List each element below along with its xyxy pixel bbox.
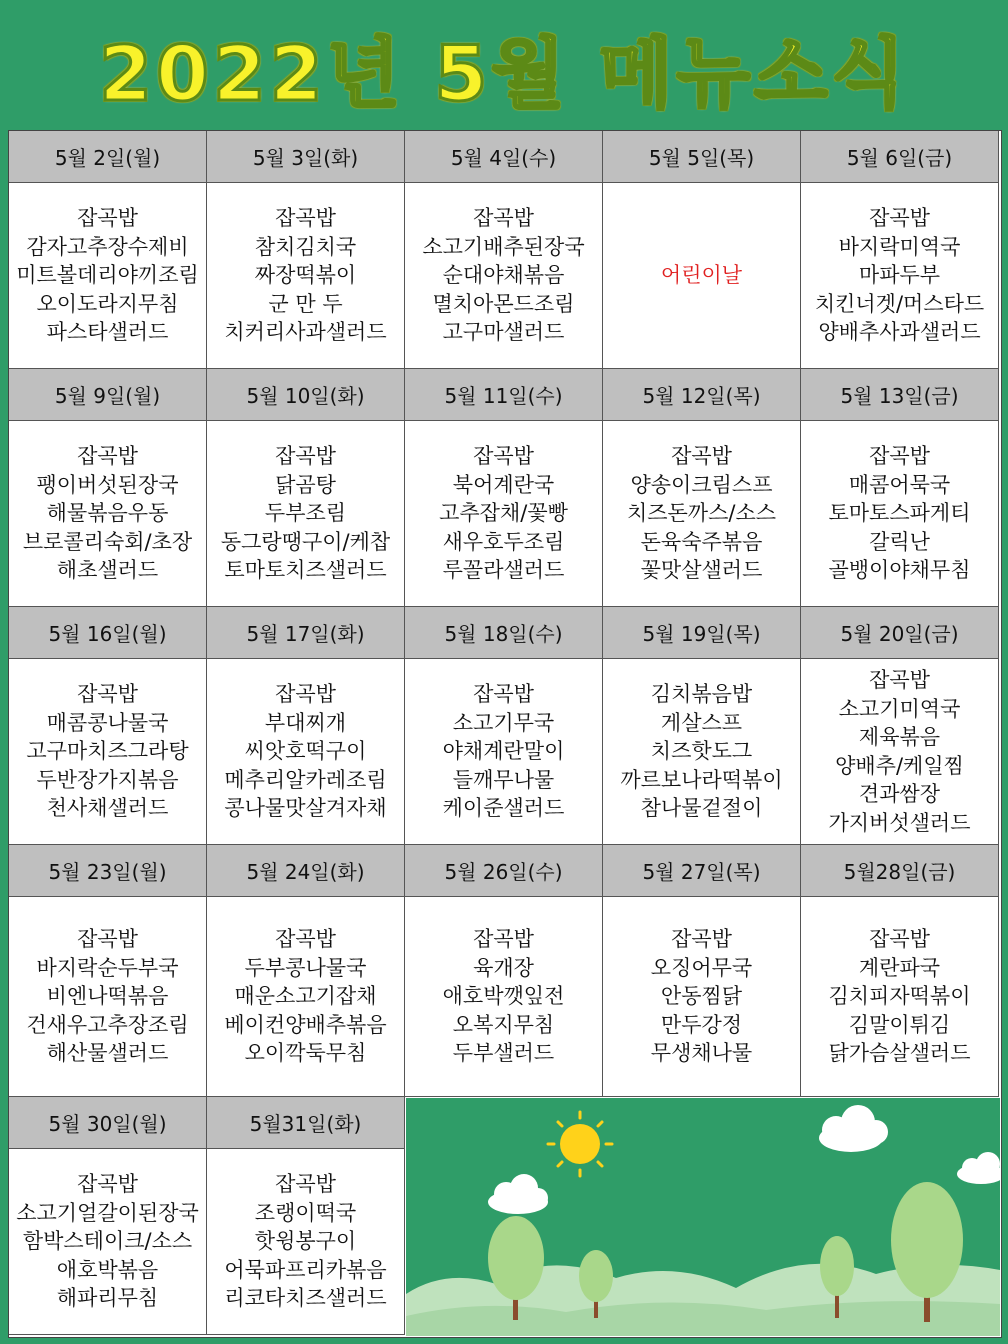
menu-item: 닭가슴살샐러드	[828, 1041, 971, 1066]
menu-item: 북어계란국	[452, 472, 555, 497]
menu-item: 안동찜닭	[660, 984, 743, 1009]
day-header: 5월 13일(금)	[801, 369, 999, 421]
menu-cell	[9, 897, 207, 1097]
menu-item: 골뱅이야채무침	[828, 558, 971, 583]
menu-item: 제육볶음	[858, 725, 941, 749]
menu-item: 김치볶음밥	[650, 682, 753, 707]
menu-item: 야채계란말이	[442, 739, 565, 764]
menu-item: 콩나물맛살겨자채	[224, 796, 387, 821]
menu-item: 잡곡밥	[275, 206, 336, 231]
menu-item: 비엔나떡볶음	[46, 984, 169, 1009]
day-header: 5월 18일(수)	[405, 607, 603, 659]
menu-item: 멸치아몬드조림	[432, 291, 575, 316]
menu-cell	[603, 659, 801, 845]
menu-item: 김말이튀김	[848, 1012, 951, 1037]
menu-item: 잡곡밥	[77, 444, 138, 469]
menu-cell	[9, 1149, 207, 1335]
nature-illustration	[406, 1098, 1000, 1336]
menu-item: 바지락미역국	[838, 234, 961, 259]
menu-item: 치즈돈까스/소스	[626, 501, 777, 526]
holiday-label: 어린이날	[660, 263, 743, 288]
menu-item: 소고기미역국	[838, 696, 961, 721]
day-header: 5월 30일(월)	[9, 1097, 207, 1149]
day-header: 5월 27일(목)	[603, 845, 801, 897]
menu-item: 잡곡밥	[473, 206, 534, 231]
day-header: 5월28일(금)	[801, 845, 999, 897]
menu-item: 매운소고기잡채	[234, 984, 377, 1009]
menu-item: 두부샐러드	[452, 1041, 555, 1066]
menu-item: 치커리사과샐러드	[224, 320, 387, 345]
menu-item: 돈육숙주볶음	[640, 529, 763, 554]
menu-item: 육개장	[473, 955, 534, 980]
menu-cell	[207, 897, 405, 1097]
menu-item: 매콤어묵국	[848, 472, 951, 497]
menu-item: 브로콜리숙회/초장	[22, 529, 193, 554]
menu-item: 순대야채볶음	[442, 263, 565, 288]
menu-item: 까르보나라떡볶이	[620, 767, 783, 792]
menu-item: 치킨너겟/머스타드	[814, 291, 985, 316]
menu-item: 매콤콩나물국	[46, 710, 169, 735]
day-header: 5월 10일(화)	[207, 369, 405, 421]
menu-item: 고추잡채/꽃빵	[439, 501, 568, 526]
menu-item: 잡곡밥	[473, 444, 534, 469]
menu-item: 잡곡밥	[473, 682, 534, 707]
menu-item: 계란파국	[858, 955, 941, 980]
menu-cell	[405, 183, 603, 369]
menu-item: 잡곡밥	[77, 682, 138, 707]
menu-item: 잡곡밥	[473, 927, 534, 952]
menu-item: 잡곡밥	[869, 668, 930, 692]
menu-item: 잡곡밥	[869, 927, 930, 952]
day-header: 5월 16일(월)	[9, 607, 207, 659]
menu-item: 김치피자떡볶이	[828, 984, 971, 1009]
menu-item: 잡곡밥	[77, 1172, 138, 1197]
menu-item: 양배추사과샐러드	[818, 320, 981, 345]
day-header: 5월 17일(화)	[207, 607, 405, 659]
day-header: 5월 20일(금)	[801, 607, 999, 659]
menu-item: 게살스프	[660, 710, 743, 735]
menu-item: 토마토스파게티	[828, 501, 971, 526]
menu-item: 짜장떡볶이	[254, 263, 357, 288]
menu-item: 잡곡밥	[671, 927, 732, 952]
menu-item: 해초샐러드	[56, 558, 159, 583]
day-header: 5월 5일(목)	[603, 131, 801, 183]
menu-item: 잡곡밥	[671, 444, 732, 469]
day-header: 5월 23일(월)	[9, 845, 207, 897]
menu-item: 소고기배추된장국	[422, 234, 585, 259]
menu-item: 양배추/케일찜	[835, 753, 964, 778]
day-header: 5월 11일(수)	[405, 369, 603, 421]
day-header: 5월 12일(목)	[603, 369, 801, 421]
menu-item: 파스타샐러드	[46, 320, 169, 345]
menu-item: 잡곡밥	[275, 444, 336, 469]
menu-item: 해산물샐러드	[46, 1041, 169, 1066]
menu-item: 고구마샐러드	[442, 320, 565, 345]
menu-item: 부대찌개	[264, 710, 347, 735]
menu-item: 핫윙봉구이	[254, 1229, 357, 1254]
menu-item: 두부콩나물국	[244, 955, 367, 980]
menu-item: 만두강정	[660, 1012, 743, 1037]
menu-item: 고구마치즈그라탕	[26, 739, 189, 764]
menu-item: 애호박깻잎전	[442, 984, 565, 1009]
menu-item: 잡곡밥	[275, 927, 336, 952]
menu-item: 들깨무나물	[452, 767, 555, 792]
menu-cell	[207, 421, 405, 607]
menu-item: 어묵파프리카볶음	[224, 1257, 387, 1282]
menu-cell	[207, 183, 405, 369]
menu-item: 메추리알카레조림	[224, 767, 387, 792]
menu-item: 바지락순두부국	[36, 955, 179, 980]
menu-item: 참나물겉절이	[640, 796, 763, 821]
menu-item: 오복지무침	[452, 1012, 555, 1037]
menu-cell	[207, 659, 405, 845]
menu-cell	[801, 421, 999, 607]
day-header: 5월 6일(금)	[801, 131, 999, 183]
menu-item: 천사채샐러드	[46, 796, 169, 821]
menu-item: 갈릭난	[869, 529, 930, 554]
menu-item: 함박스테이크/소스	[22, 1229, 193, 1254]
menu-cell	[603, 897, 801, 1097]
menu-cell	[801, 897, 999, 1097]
menu-item: 해파리무침	[56, 1286, 159, 1311]
menu-item: 감자고추장수제비	[26, 234, 189, 259]
menu-item: 두반장가지볶음	[36, 767, 179, 792]
menu-item: 오이깍둑무침	[244, 1041, 367, 1066]
menu-item: 잡곡밥	[77, 206, 138, 231]
holiday-cell	[603, 183, 801, 369]
menu-item: 두부조림	[264, 501, 347, 526]
menu-item: 동그랑땡구이/케찹	[220, 529, 391, 554]
menu-item: 참치김치국	[254, 234, 357, 259]
menu-item: 리코타치즈샐러드	[224, 1286, 387, 1311]
day-header: 5월 4일(수)	[405, 131, 603, 183]
day-header: 5월 3일(화)	[207, 131, 405, 183]
menu-item: 마파두부	[858, 263, 941, 288]
menu-cell	[603, 421, 801, 607]
menu-item: 견과쌈장	[858, 782, 941, 806]
menu-item: 해물볶음우동	[46, 501, 169, 526]
menu-cell	[405, 659, 603, 845]
menu-item: 소고기얼갈이된장국	[16, 1200, 199, 1225]
menu-item: 잡곡밥	[275, 1172, 336, 1197]
day-header: 5월 9일(월)	[9, 369, 207, 421]
menu-cell	[9, 183, 207, 369]
menu-cell	[9, 421, 207, 607]
menu-item: 잡곡밥	[869, 444, 930, 469]
day-header: 5월 19일(목)	[603, 607, 801, 659]
menu-item: 잡곡밥	[869, 206, 930, 231]
menu-item: 치즈핫도그	[650, 739, 753, 764]
menu-item: 조랭이떡국	[254, 1200, 357, 1225]
menu-item: 베이컨양배추볶음	[224, 1012, 387, 1037]
menu-item: 건새우고추장조림	[26, 1012, 189, 1037]
menu-item: 잡곡밥	[77, 927, 138, 952]
menu-item: 꽃맛살샐러드	[640, 558, 763, 583]
menu-item: 소고기무국	[452, 710, 555, 735]
day-header: 5월 2일(월)	[9, 131, 207, 183]
menu-item: 군 만 두	[268, 291, 343, 316]
menu-item: 잡곡밥	[275, 682, 336, 707]
menu-item: 팽이버섯된장국	[36, 472, 179, 497]
menu-cell	[405, 421, 603, 607]
day-header: 5월 24일(화)	[207, 845, 405, 897]
menu-cell	[9, 659, 207, 845]
menu-item: 케이준샐러드	[442, 796, 565, 821]
menu-cell	[405, 897, 603, 1097]
menu-item: 토마토치즈샐러드	[224, 558, 387, 583]
menu-cell	[207, 1149, 405, 1335]
day-header: 5월31일(화)	[207, 1097, 405, 1149]
hills-front	[406, 1301, 1000, 1336]
menu-item: 오이도라지무침	[36, 291, 179, 316]
menu-item: 애호박볶음	[56, 1257, 159, 1282]
menu-item: 루꼴라샐러드	[442, 558, 565, 583]
menu-item: 닭곰탕	[275, 472, 336, 497]
menu-cell	[801, 659, 999, 845]
menu-item: 오징어무국	[650, 955, 753, 980]
menu-item: 양송이크림스프	[630, 472, 773, 497]
menu-item: 무생채나물	[650, 1041, 753, 1066]
menu-item: 미트볼데리야끼조림	[16, 263, 199, 288]
menu-item: 새우호두조림	[442, 529, 565, 554]
page-title: 2022년 5월 메뉴소식	[99, 28, 909, 118]
menu-cell	[801, 183, 999, 369]
menu-item: 씨앗호떡구이	[244, 739, 367, 764]
day-header: 5월 26일(수)	[405, 845, 603, 897]
menu-item: 가지버섯샐러드	[828, 810, 971, 835]
